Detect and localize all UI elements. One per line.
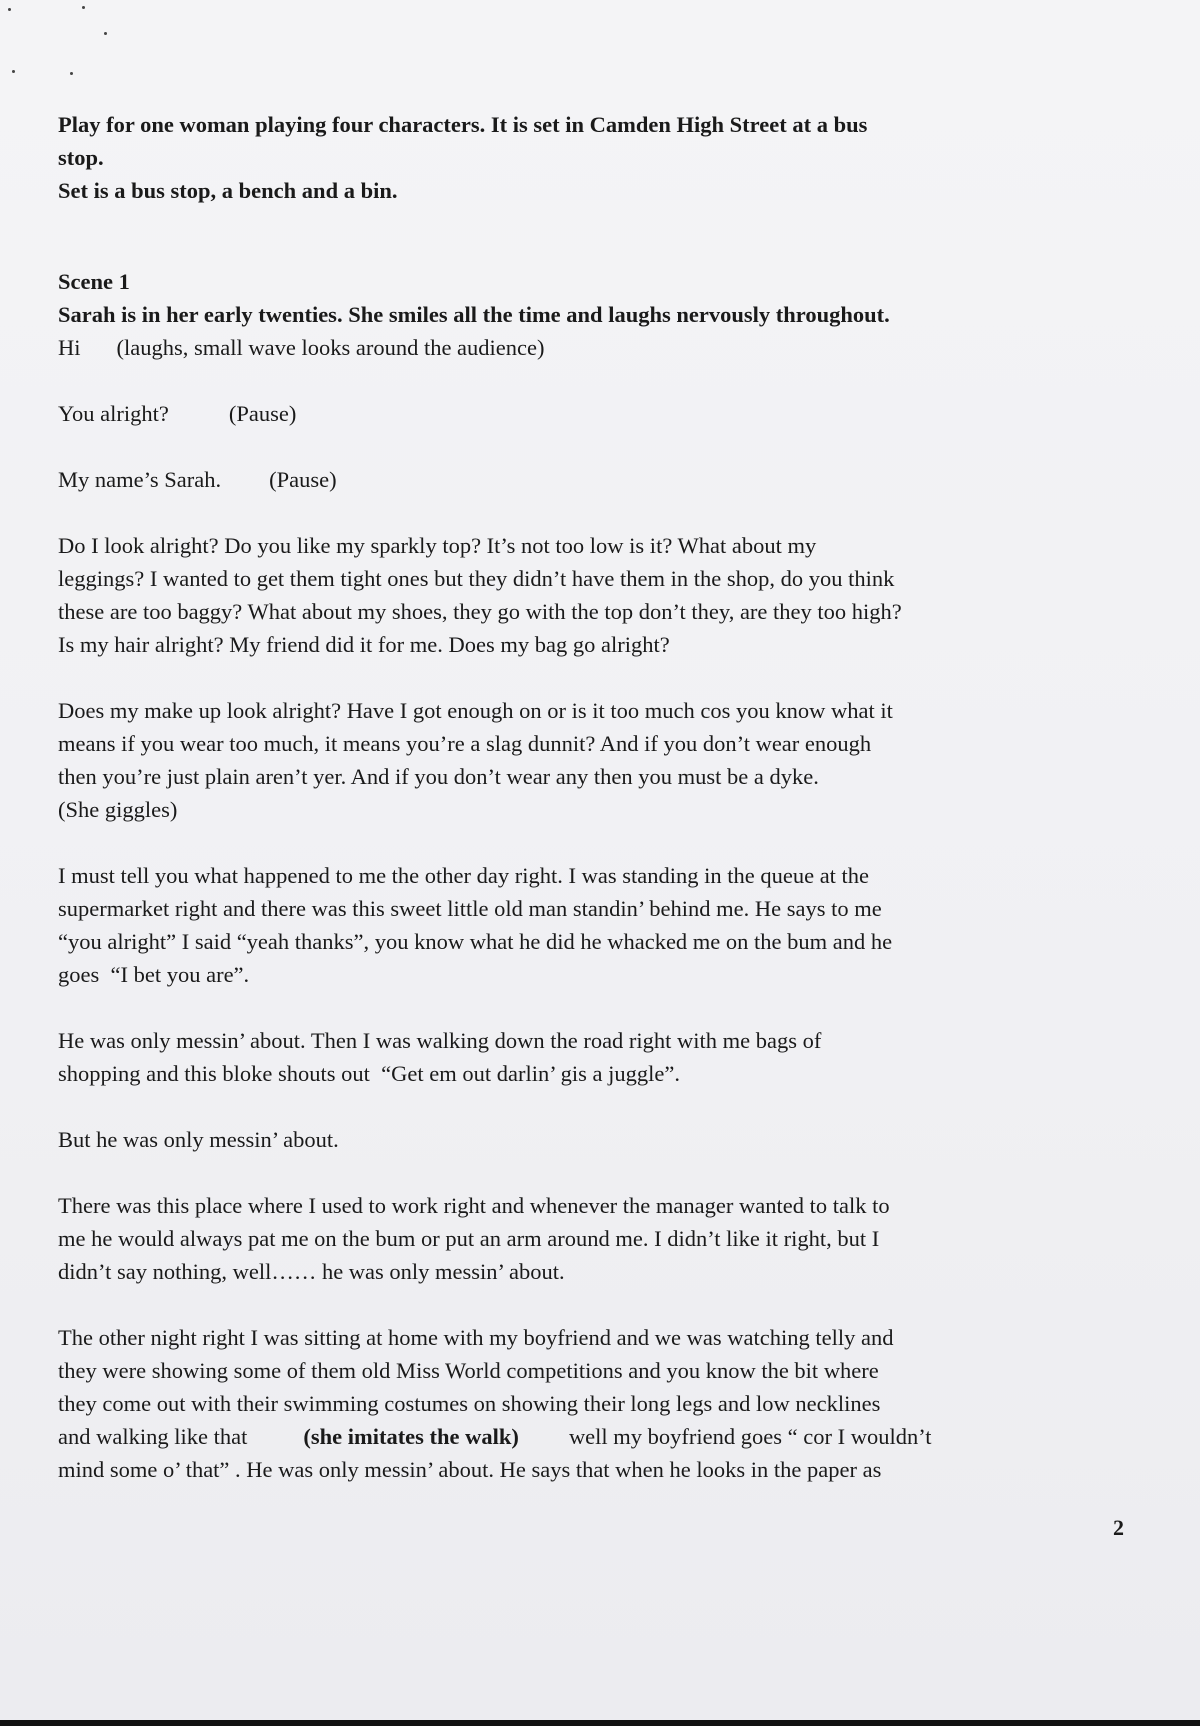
intro-line: stop.: [58, 145, 104, 170]
intro-set-line: Set is a bus stop, a bench and a bin.: [58, 178, 398, 203]
paragraph-line: leggings? I wanted to get them tight ones but they didn’t have them in the shop, do you think: [58, 566, 895, 591]
stage-direction: (She giggles): [58, 797, 178, 822]
paragraph-line: me he would always pat me on the bum or put an arm around me. I didn’t like it right, but I: [58, 1226, 880, 1251]
scene-heading: Scene 1: [58, 269, 130, 294]
paragraph-line: “you alright” I said “yeah thanks”, you know what he did he whacked me on the bum and he: [58, 929, 893, 954]
document-body: [58, 108, 1138, 1486]
paragraph: [58, 1024, 1138, 1090]
paragraph-line: He was only messin’ about. Then I was walking down the road right with me bags of: [58, 1028, 822, 1053]
paragraph: [58, 1123, 1138, 1156]
paragraph-line: The other night right I was sitting at home with my boyfriend and we was watching telly and: [58, 1325, 894, 1350]
dialogue-text: My name’s Sarah.: [58, 467, 222, 492]
dialogue-line: [58, 331, 1138, 364]
scan-speck: [82, 6, 85, 9]
paragraph: [58, 1321, 1138, 1486]
page-number: 2: [1113, 1515, 1124, 1540]
paragraph-line: There was this place where I used to work right and whenever the manager wanted to talk to: [58, 1193, 890, 1218]
paragraph: [58, 859, 1138, 991]
paragraph-line: shopping and this bloke shouts out “Get em out darlin’ gis a juggle”.: [58, 1061, 680, 1086]
intro-line: Play for one woman playing four characters. It is set in Camden High Street at a bus: [58, 112, 868, 137]
scan-bottom-edge: [0, 1720, 1200, 1726]
paragraph-line: supermarket right and there was this sweet little old man standin’ behind me. He says to me: [58, 896, 882, 921]
paragraph-line: didn’t say nothing, well…… he was only messin’ about.: [58, 1259, 565, 1284]
scan-speck: [70, 72, 73, 75]
dialogue-line: [58, 463, 1138, 496]
stage-direction: (she imitates the walk): [303, 1424, 519, 1449]
scan-speck: [104, 32, 107, 35]
paragraph-line: [58, 1420, 1138, 1453]
stage-direction: (Pause): [228, 401, 297, 426]
scan-speck: [12, 70, 15, 73]
dialogue-text: You alright?: [58, 401, 169, 426]
paragraph-line: Does my make up look alright? Have I got enough on or is it too much cos you know what it: [58, 698, 893, 723]
paragraph-text: well my boyfriend goes “ cor I wouldn’t: [568, 1424, 932, 1449]
paragraph: [58, 694, 1138, 826]
paragraph-line: mind some o’ that” . He was only messin’ about. He says that when he looks in the paper as: [58, 1457, 882, 1482]
paragraph-line: they come out with their swimming costumes on showing their long legs and low necklines: [58, 1391, 881, 1416]
dialogue-line: [58, 397, 1138, 430]
paragraph: [58, 1189, 1138, 1288]
paragraph-line: goes “I bet you are”.: [58, 962, 250, 987]
paragraph-line: I must tell you what happened to me the other day right. I was standing in the queue at the: [58, 863, 870, 888]
scene-description: Sarah is in her early twenties. She smiles all the time and laughs nervously throughout.: [58, 302, 890, 327]
paragraph-line: Do I look alright? Do you like my sparkly top? It’s not too low is it? What about my: [58, 533, 817, 558]
paragraph-line: means if you wear too much, it means you’re a slag dunnit? And if you don’t wear enough: [58, 731, 872, 756]
stage-direction: (Pause): [269, 467, 337, 492]
paragraph-text: and walking like that: [58, 1424, 248, 1449]
paragraph-line: these are too baggy? What about my shoes, they go with the top don’t they, are they too high?: [58, 599, 902, 624]
paragraph-line: Is my hair alright? My friend did it for me. Does my bag go alright?: [58, 632, 670, 657]
scan-speck: [8, 8, 11, 11]
paragraph-line: But he was only messin’ about.: [58, 1127, 339, 1152]
paragraph-line: they were showing some of them old Miss World competitions and you know the bit where: [58, 1358, 879, 1383]
dialogue-text: Hi: [58, 335, 81, 360]
paragraph: [58, 529, 1138, 661]
stage-direction: (laughs, small wave looks around the audience): [116, 335, 545, 360]
paragraph-line: then you’re just plain aren’t yer. And if you don’t wear any then you must be a dyke.: [58, 764, 819, 789]
